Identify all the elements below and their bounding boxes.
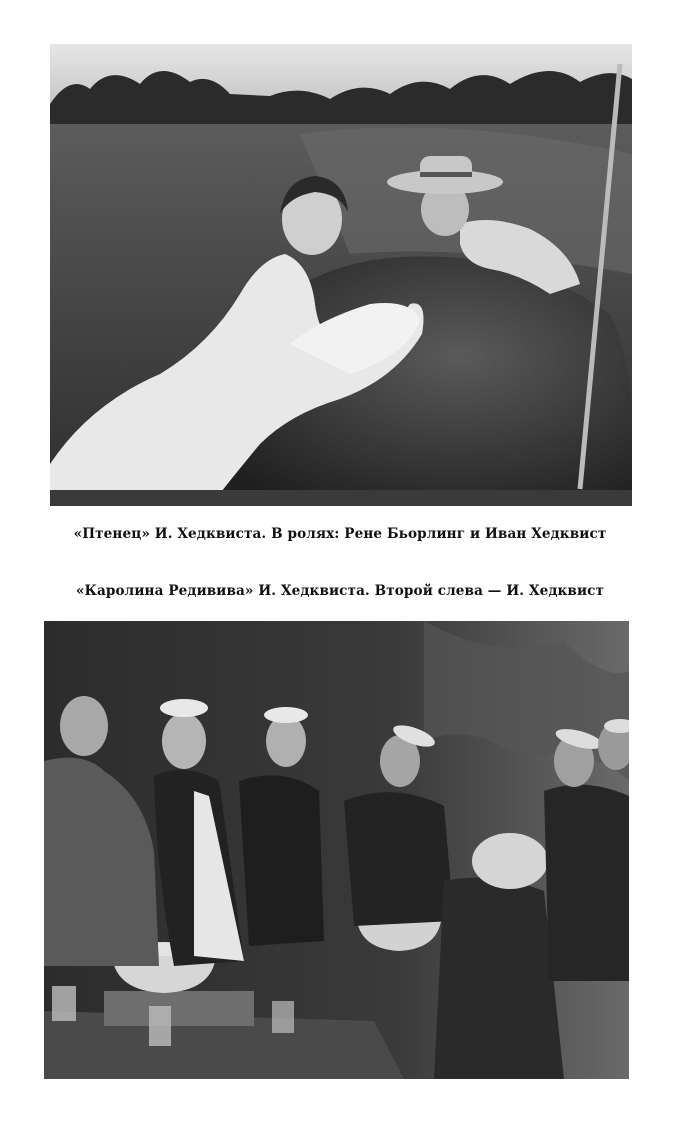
caption-bottom: «Каролина Редивива» И. Хедквиста. Второй слева — И. Хедквист — [75, 583, 605, 599]
student-gathering-photo — [44, 621, 629, 1079]
haystack-scene-image — [50, 44, 632, 506]
student-gathering-image — [44, 621, 629, 1079]
haystack-scene-photo — [50, 44, 632, 506]
caption-top: «Птенец» И. Хедквиста. В ролях: Рене Бьорлинг и Иван Хедквист — [73, 526, 607, 542]
